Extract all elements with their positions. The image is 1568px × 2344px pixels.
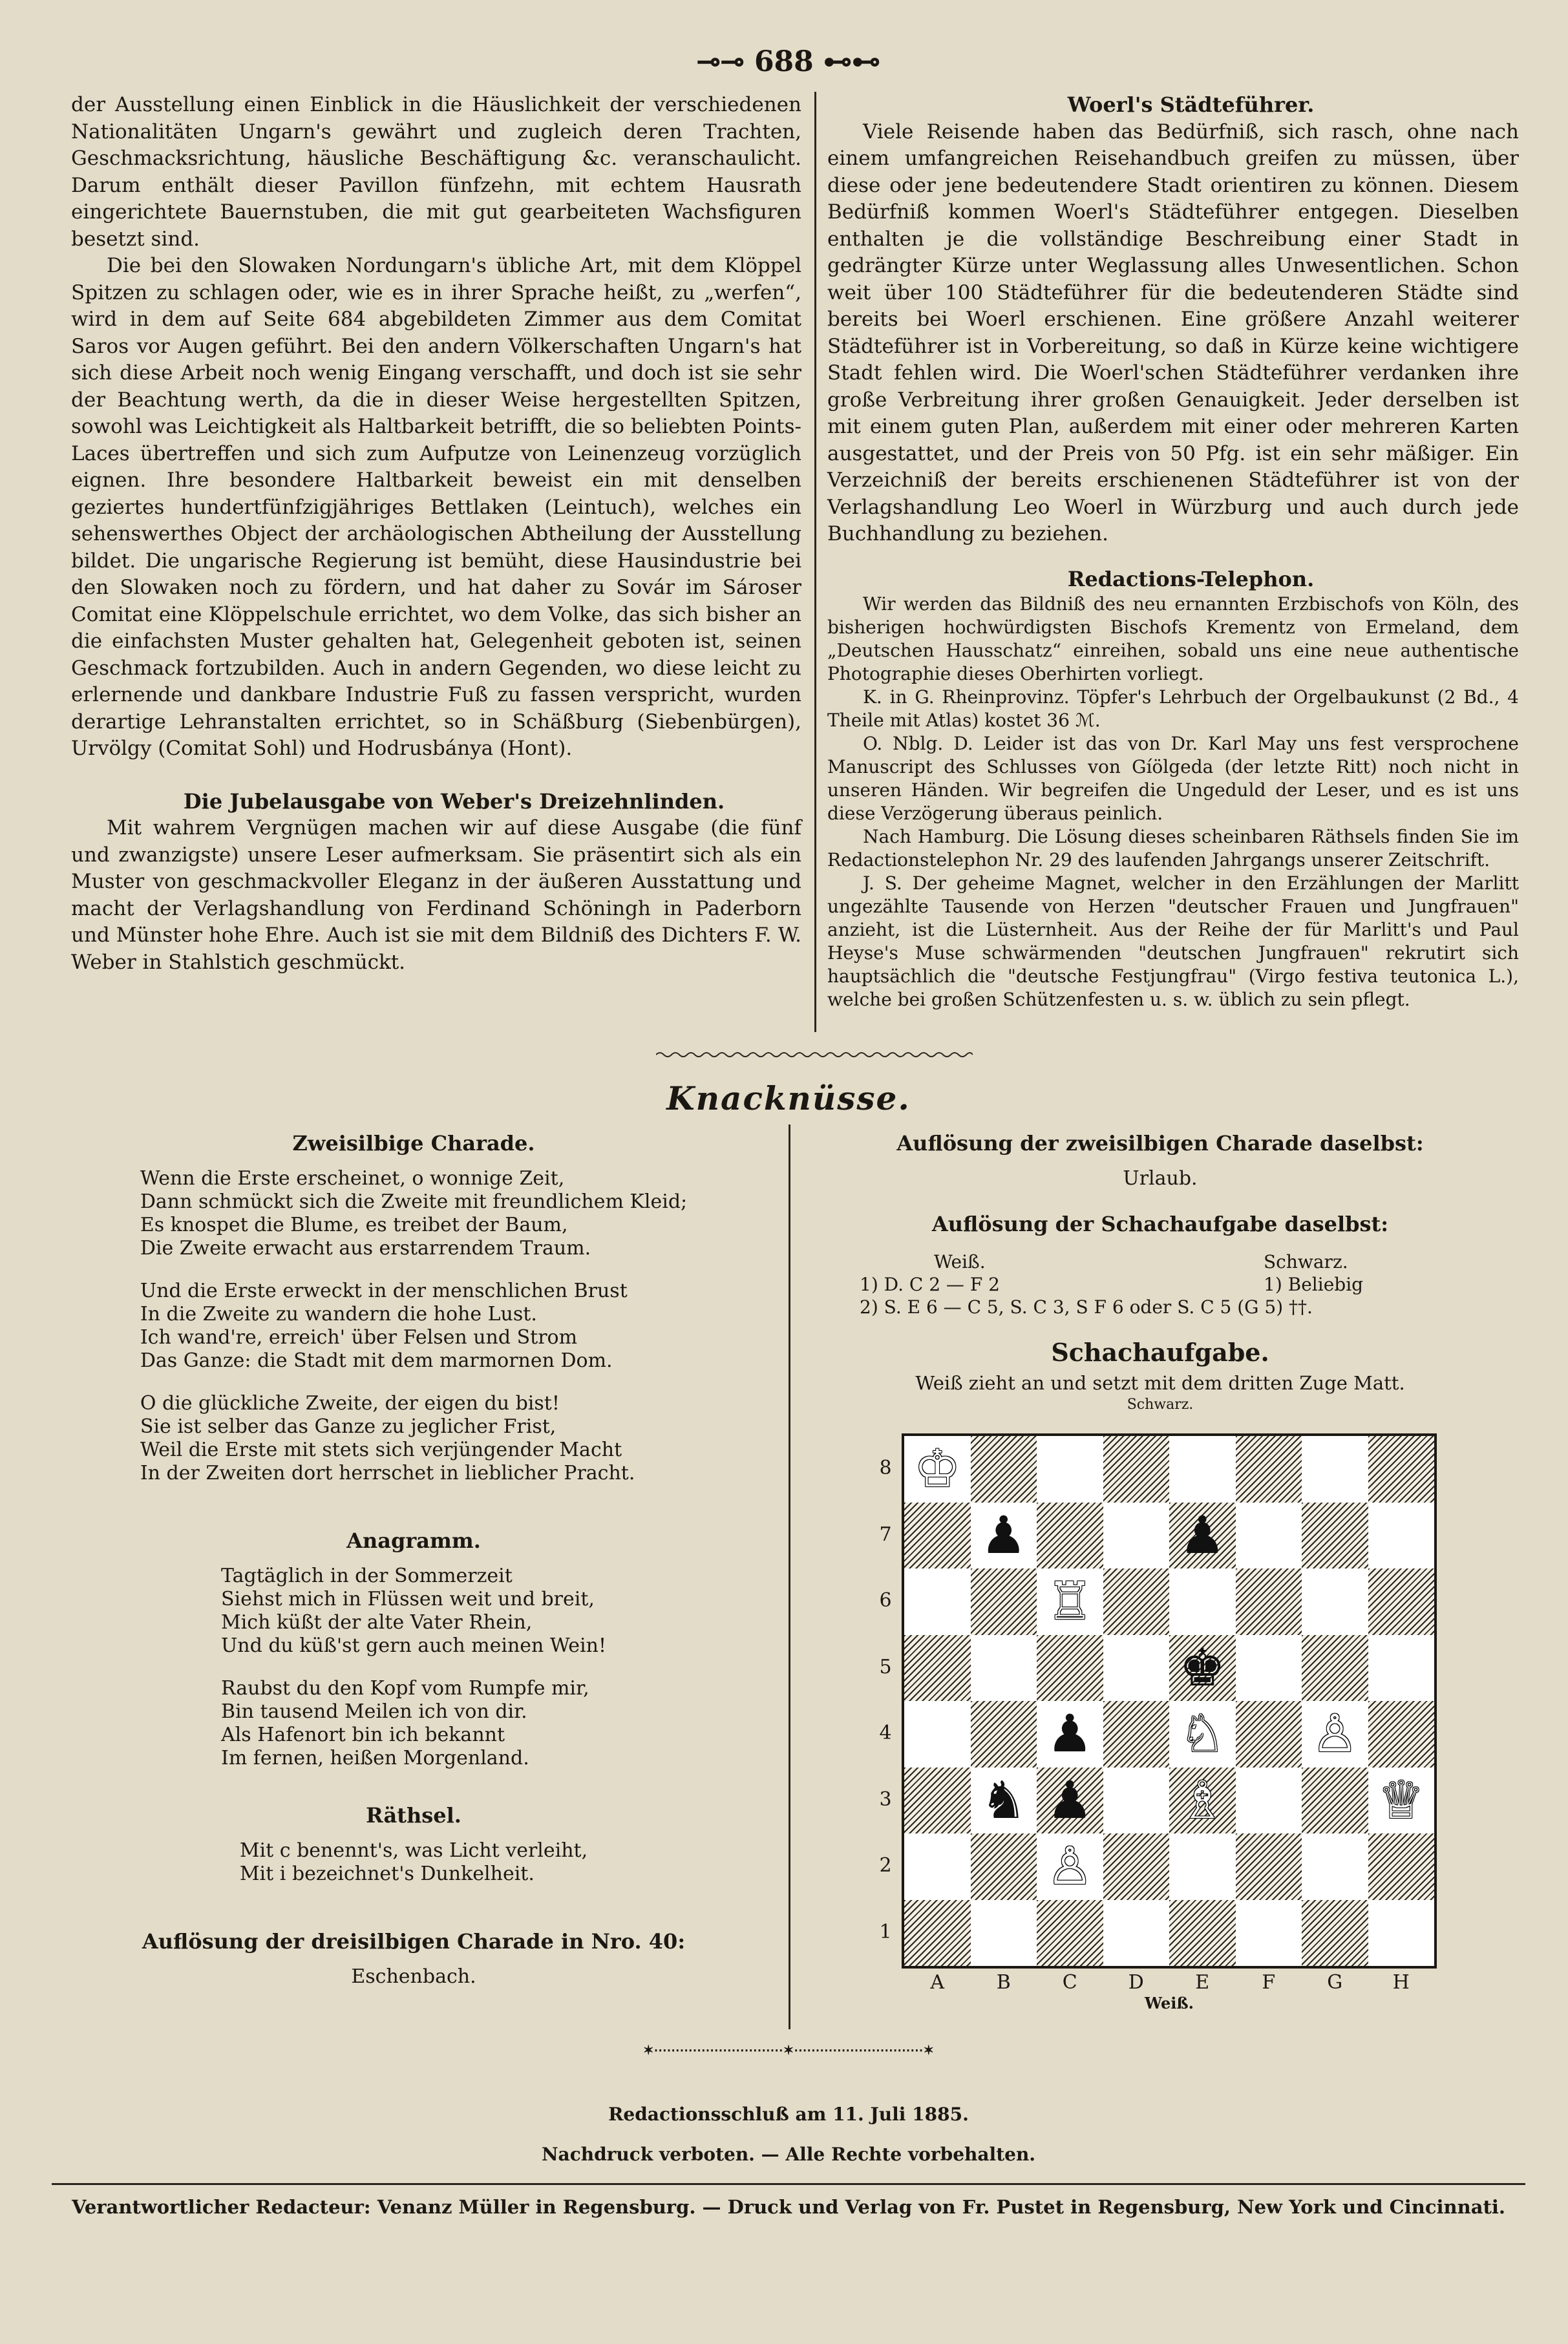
board-square	[1236, 1635, 1302, 1702]
raethsel-verse	[240, 1839, 588, 1886]
rank-label: 4	[879, 1722, 892, 1744]
board-square	[1103, 1568, 1170, 1635]
board-square	[1169, 1833, 1236, 1900]
schachaufgabe-title: Schachaufgabe.	[1051, 1338, 1269, 1367]
schachaufgabe-subtitle: Weiß zieht an und setzt mit dem dritten Zuge Matt.	[915, 1372, 1405, 1394]
chess-piece-a8: ♔	[914, 1439, 961, 1499]
board-square	[1037, 1900, 1103, 1967]
section-title: Knacknüsse.	[666, 1079, 911, 1117]
board-square	[1037, 1436, 1103, 1503]
verse-line: Ich wand're, erreich' über Felsen und Strom	[140, 1326, 578, 1349]
board-square	[1302, 1833, 1368, 1900]
board-square	[1236, 1900, 1302, 1967]
verse-line: Die Zweite erwacht aus erstarrendem Traum.	[140, 1237, 591, 1260]
board-square	[1103, 1701, 1170, 1768]
chess-piece-c3: ♟	[1046, 1769, 1094, 1830]
board-square	[971, 1833, 1037, 1900]
solution-white-label: Weiß.	[934, 1251, 986, 1272]
board-square	[1236, 1503, 1302, 1569]
board-square	[904, 1768, 971, 1834]
chess-piece-c6: ♖	[1046, 1571, 1094, 1631]
chess-piece-g4: ♙	[1311, 1704, 1359, 1764]
anagramm-verse	[221, 1565, 606, 1790]
rank-label: 5	[879, 1655, 892, 1678]
board-square	[1302, 1768, 1368, 1834]
board-square	[1368, 1635, 1435, 1702]
verse-line: In der Zweiten dort herrschet in lieblicher Pracht.	[140, 1462, 635, 1484]
board-square	[1037, 1635, 1103, 1702]
page-number-value: 688	[754, 45, 814, 78]
board-square	[971, 1436, 1037, 1503]
aufloesung-dreisilbig-title: Auflösung der dreisilbigen Charade in Nro. 40:	[142, 1929, 686, 1954]
weber-title: Die Jubelausgabe von Weber's Dreizehnlinden.	[183, 788, 725, 814]
board-square	[904, 1701, 971, 1768]
board-square	[1302, 1436, 1368, 1503]
imprint: Verantwortlicher Redacteur: Venanz Müller in Regensburg. — Druck und Verlag von Fr. Pustet in Regensburg, New York und Cincinnati.	[71, 2196, 1505, 2218]
star-divider: ✶⋯⋯⋯⋯⋯⋯⋯⋯⋯⋯✶⋯⋯⋯⋯⋯⋯⋯⋯⋯⋯✶	[642, 2042, 935, 2058]
stanza	[140, 1392, 687, 1485]
schachaufgabe-header	[801, 1338, 1519, 1413]
verse-line: Und du küß'st gern auch meinen Wein!	[220, 1634, 607, 1657]
board-square	[1103, 1833, 1170, 1900]
file-label: B	[996, 1971, 1011, 1994]
board-square	[1302, 1503, 1368, 1569]
verse-line: Das Ganze: die Stadt mit dem marmornen Dom.	[140, 1349, 613, 1372]
board-square	[904, 1833, 971, 1900]
board-top-label: Schwarz.	[1127, 1397, 1194, 1413]
board-square	[904, 1568, 971, 1635]
chess-piece-e5: ♚	[1179, 1637, 1226, 1698]
board-bottom-label: Weiß.	[1145, 1994, 1194, 2012]
verse-line: Im fernen, heißen Morgenland.	[220, 1747, 529, 1769]
aufloesung-dreisilbig-answer: Eschenbach.	[351, 1965, 476, 1988]
board-square	[904, 1635, 971, 1702]
rank-label: 1	[879, 1920, 892, 1943]
verse-line: Bin tausend Meilen ich von dir.	[220, 1700, 527, 1723]
verse-line: Siehst mich in Flüssen weit und breit,	[220, 1588, 595, 1610]
chess-piece-e4: ♘	[1179, 1704, 1226, 1764]
chess-piece-b3: ♞	[980, 1769, 1027, 1830]
chess-piece-b7: ♟	[980, 1505, 1027, 1565]
rank-label: 6	[879, 1589, 892, 1612]
board-square	[1236, 1768, 1302, 1834]
chess-piece-c4: ♟	[1046, 1704, 1094, 1764]
board-square	[1103, 1436, 1170, 1503]
solution-move-black-1: 1) Beliebig	[1264, 1274, 1364, 1295]
solution-move-white-2: 2) S. E 6 — C 5, S. C 3, S F 6 oder S. C 5 (G 5) ††.	[860, 1296, 1313, 1318]
file-label: G	[1327, 1971, 1343, 1994]
copyright-notice: Nachdruck verboten. — Alle Rechte vorbehalten.	[541, 2144, 1036, 2165]
board-square	[1169, 1568, 1236, 1635]
anagramm-title: Anagramm.	[346, 1528, 481, 1553]
verse-line: Raubst du den Kopf vom Rumpfe mir,	[220, 1677, 589, 1700]
wavy-divider	[656, 1050, 973, 1059]
right-column	[827, 92, 1519, 1011]
board-square	[1302, 1900, 1368, 1967]
board-square	[1368, 1568, 1435, 1635]
verse-line: Sie ist selber das Ganze zu jeglicher Frist,	[140, 1415, 556, 1438]
board-square	[1368, 1436, 1435, 1503]
file-label: F	[1262, 1971, 1276, 1994]
left-paragraph-2: Die bei den Slowaken Nordungarn's übliche Art, mit dem Klöppel Spitzen zu schlagen oder, wie es in ihrer Sprache heißt, zu „werfen“, wird in dem auf Seite 684 abgebildeten Zimmer aus dem Comitat Saros vor Augen geführt. Bei den andern Völkerschaften Ungarn's hat sich diese Arbeit noch wenig Eingang verschafft, und doch ist sie sehr der Beachtung werth, da die in dieser Weise hergestellten Spitzen, sowohl was Leichtigkeit als Haltbarkeit betrifft, die so beliebten Points-Laces übertreffen und sich zum Aufputze von Leinenzeug vorzüglich eignen. Ihre besondere Haltbarkeit beweist ein mit denselben geziertes hundertfünfzigjähriges Bettlaken (Leintuch), welches ein sehenswerthes Object der archäologischen Abtheilung der Ausstellung bildet. Die ungarische Regierung ist bemüht, diese Hausindustrie bei den Slowaken noch zu fördern, und hat daher zu Sovár im Sároser Comitat eine Klöppelschule errichtet, wo dem Volke, das sich bisher an die einfachsten Muster gehalten hat, Gelegenheit geboten ist, seinen Geschmack fortzubilden. Auch in andern Gegenden, wo diese leicht zu erlernende und dankbare Industrie Fuß zu fassen verspricht, wurden derartige Lehranstalten errichtet, so in Schäßburg (Siebenbürgen), Urvölgy (Comitat Sohl) und Hodrusbánya (Hont).	[71, 254, 801, 760]
aufloesung-zweisilbig-answer: Urlaub.	[1123, 1167, 1198, 1190]
board-square	[1169, 1900, 1236, 1967]
board-square	[971, 1568, 1037, 1635]
board-square	[1236, 1833, 1302, 1900]
woerl-text: Viele Reisende haben das Bedürfniß, sich rasch, ohne nach einem umfangreichen Reisehandbuch greifen zu müssen, über diese oder jene bedeutendere Stadt orientiren zu können. Diesem Bedürfniß kommen Woerl's Städteführer entgegen. Dieselben enthalten je die vollständige Beschreibung einer Stadt in gedrängter Kürze unter Weglassung alles Unwesentlichen. Schon weit über 100 Städteführer für die bedeutenderen Städte sind bereits bei Woerl erschienen. Eine größere Anzahl weiterer Städteführer ist in Vorbereitung, so daß in Kürze keine wichtigere Stadt fehlen wird. Die Woerl'schen Städteführer verdanken ihre große Verbreitung ihrer großen Genauigkeit. Jeder derselben ist mit einem guten Plan, außerdem mit einer oder mehreren Karten ausgestattet, und der Preis von 50 Pfg. ist ein sehr mäßiger. Ein Verzeichniß der bereits erschienenen Städteführer ist von der Verlagshandlung Leo Woerl in Würzburg und auch durch jede Buchhandlung zu beziehen.	[827, 120, 1519, 545]
weber-text: Mit wahrem Vergnügen machen wir auf diese Ausgabe (die fünf und zwanzigste) unsere Leser aufmerksam. Sie präsentirt sich als ein Muster von geschmackvoller Eleganz in der äußeren Ausstattung und macht der Verlagshandlung von Ferdinand Schöningh in Paderborn und Münster hohe Ehre. Auch ist sie mit dem Bildniß des Dichters F. W. Weber in Stahlstich geschmückt.	[71, 816, 801, 974]
aufloesung-zweisilbig	[801, 1131, 1519, 1190]
board-square	[1302, 1635, 1368, 1702]
verse-line: Und die Erste erweckt in der menschlichen Brust	[140, 1280, 628, 1302]
solution-black-label: Schwarz.	[1264, 1251, 1348, 1272]
verse-line: Es knospet die Blume, es treibet der Baum,	[140, 1214, 568, 1236]
solution-move-white-1: 1) D. C 2 — F 2	[860, 1274, 1000, 1295]
board-square	[971, 1701, 1037, 1768]
chess-piece-e7: ♟	[1179, 1505, 1226, 1565]
board-square	[1169, 1436, 1236, 1503]
verse-line: Mich küßt der alte Vater Rhein,	[220, 1611, 533, 1634]
redaction-item: Wir werden das Bildniß des neu ernannten Erzbischofs von Köln, des bisherigen hochwürdigsten Bischofs Krementz von Ermeland, dem „Deutschen Hausschatz“ einreihen, sobald uns eine neue authentische Photographie dieses Oberhirten vorliegt.	[827, 593, 1519, 684]
raethsel-block	[52, 1803, 776, 1886]
anagramm-block	[52, 1528, 776, 1790]
redaction-item: J. S. Der geheime Magnet, welcher in den Erzählungen der Marlitt ungezählte Tausende von Herzen "deutscher Frauen und Jungfrauen" anzieht, ist die Lüsternheit. Aus der Reihe der für Marlitt's und Paul Heyse's Muse schwärmenden "deutschen Jungfrauen" rekrutirt sich hauptsächlich die "deutsche Festjungfrau" (Virgo festiva teutonica L.), welche bei großen Schützenfesten u. s. w. üblich zu sein pflegt.	[827, 872, 1519, 1010]
rank-label: 7	[879, 1523, 892, 1546]
verse-line: Wenn die Erste erscheinet, o wonnige Zeit,	[140, 1167, 565, 1190]
stanza	[140, 1167, 687, 1260]
footer-rule	[52, 2183, 1525, 2185]
stanza	[140, 1280, 687, 1373]
chess-piece-h3: ♕	[1377, 1769, 1425, 1830]
left-column	[71, 92, 801, 976]
column-rule-top	[814, 92, 816, 1032]
board-square	[1103, 1768, 1170, 1834]
stanza	[221, 1565, 606, 1658]
verse-line: Als Hafenort bin ich bekannt	[220, 1724, 505, 1746]
charade-title: Zweisilbige Charade.	[292, 1131, 535, 1156]
charade-verse	[140, 1167, 687, 1505]
chess-piece-c2: ♙	[1046, 1836, 1094, 1896]
aufloesung-schach-title: Auflösung der Schachaufgabe daselbst:	[931, 1212, 1389, 1236]
file-label: D	[1128, 1971, 1144, 1994]
board-square	[1236, 1436, 1302, 1503]
verse-line: O die glückliche Zweite, der eigen du bist!	[140, 1392, 560, 1415]
chess-board	[902, 1433, 1437, 1969]
file-label: C	[1062, 1971, 1077, 1994]
stanza	[221, 1677, 606, 1770]
board-square	[904, 1900, 971, 1967]
rank-label: 2	[879, 1854, 892, 1877]
board-square	[1368, 1701, 1435, 1768]
board-square	[1103, 1635, 1170, 1702]
board-square	[1302, 1568, 1368, 1635]
aufloesung-schach	[801, 1212, 1519, 1248]
page-number: ⊸⊸ 688 ⊷⊷	[696, 45, 881, 78]
raethsel-title: Räthsel.	[366, 1803, 461, 1828]
board-square	[971, 1635, 1037, 1702]
redaction-title: Redactions-Telephon.	[1067, 566, 1315, 591]
rank-label: 8	[879, 1457, 892, 1479]
verse-line: Mit i bezeichnet's Dunkelheit.	[239, 1863, 535, 1885]
board-square	[1236, 1568, 1302, 1635]
rank-label: 3	[879, 1788, 892, 1811]
board-square	[904, 1503, 971, 1569]
redaction-item: O. Nblg. D. Leider ist das von Dr. Karl May uns fest versprochene Manuscript des Schlusses von Gíölgeda (der letzte Ritt) noch nicht in unseren Händen. Wir begreifen die Ungeduld der Leser, und es ist uns diese Verzögerung überaus peinlich.	[827, 733, 1519, 824]
file-label: A	[930, 1971, 945, 1994]
redaction-item: K. in G. Rheinprovinz. Töpfer's Lehrbuch der Orgelbaukunst (2 Bd., 4 Theile mit Atlas) kostet 36 ℳ.	[827, 686, 1519, 731]
newspaper-page	[52, 19, 1525, 2301]
file-label: E	[1195, 1971, 1210, 1994]
verse-line: Dann schmückt sich die Zweite mit freundlichem Kleid;	[140, 1190, 688, 1213]
board-square	[1368, 1833, 1435, 1900]
chess-piece-e3: ♗	[1179, 1769, 1226, 1830]
left-paragraph-1: der Ausstellung einen Einblick in die Häuslichkeit der verschiedenen Nationalitäten Ungarn's gewährt und zugleich deren Trachten, Geschmacksrichtung, häusliche Beschäftigung &c. veranschaulicht. Darum enthält dieser Pavillon fünfzehn, mit echtem Hausrath eingerichtete Bauernstuben, die mit gut gearbeiteten Wachsfiguren besetzt sind.	[71, 93, 801, 251]
column-rule-bottom	[789, 1124, 790, 2029]
redaction-item: Nach Hamburg. Die Lösung dieses scheinbaren Räthsels finden Sie im Redactionstelephon Nr. 29 des laufenden Jahrgangs unserer Zeitschrift.	[827, 826, 1519, 871]
board-square	[971, 1900, 1037, 1967]
aufloesung-zweisilbig-title: Auflösung der zweisilbigen Charade daselbst:	[896, 1131, 1424, 1156]
board-square	[1236, 1701, 1302, 1768]
redaction-close: Redactionsschluß am 11. Juli 1885.	[608, 2104, 969, 2125]
charade-block	[52, 1131, 776, 1505]
verse-line: Mit c benennt's, was Licht verleiht,	[239, 1839, 588, 1862]
verse-line: In die Zweite zu wandern die hohe Lust.	[140, 1303, 537, 1325]
board-square	[1103, 1503, 1170, 1569]
board-square	[1037, 1503, 1103, 1569]
aufloesung-dreisilbig	[52, 1929, 776, 1988]
verse-line: Weil die Erste mit stets sich verjüngender Macht	[140, 1439, 622, 1461]
file-label: H	[1392, 1971, 1410, 1994]
board-square	[1368, 1900, 1435, 1967]
board-square	[1103, 1900, 1170, 1967]
verse-line: Tagtäglich in der Sommerzeit	[220, 1565, 513, 1587]
woerl-title: Woerl's Städteführer.	[1067, 92, 1315, 117]
board-square	[1368, 1503, 1435, 1569]
